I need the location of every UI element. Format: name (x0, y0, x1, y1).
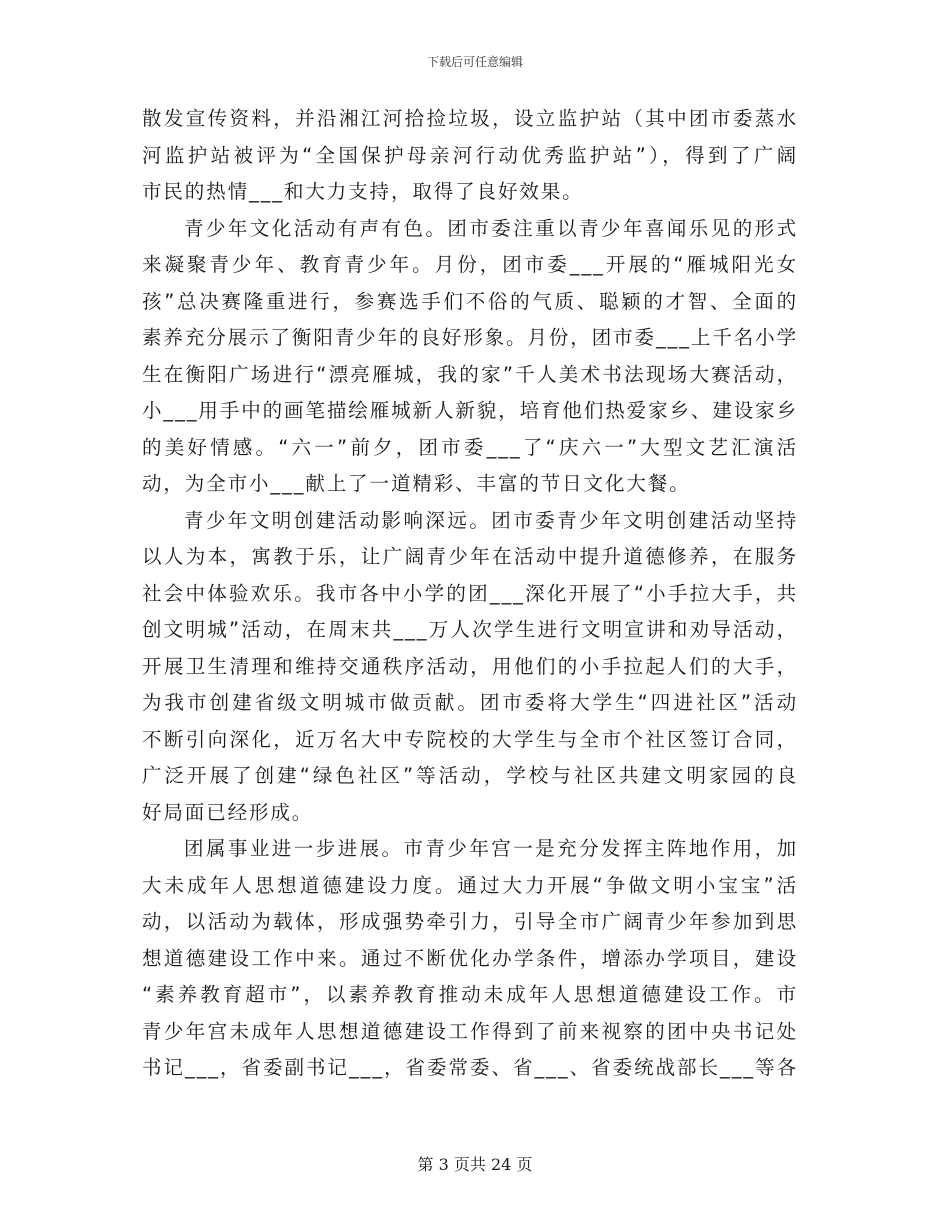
text-line: 的美好情感。“六一”前夕，团市委___了“庆六一”大型文艺汇演活 (142, 435, 798, 459)
text-line: 团属事业进一步进展。市青少年宫一是充分发挥主阵地作用，加 (184, 837, 798, 860)
text-line: 孩”总决赛隆重进行，参赛选手们不俗的气质、聪颖的才智、全面的 (142, 289, 798, 313)
text-line: 好局面已经形成。 (142, 800, 314, 824)
text-line: 小___用手中的画笔描绘雁城新人新貌，培育他们热爱家乡、建设家乡 (142, 399, 798, 422)
text-line: 青少年宫未成年人思想道德建设工作得到了前来视察的团中央书记处 (142, 1019, 798, 1043)
text-line: 素养充分展示了衡阳青少年的良好形象。月份，团市委___上千名小学 (142, 326, 798, 349)
text-line: 不断引向深化，近万名大中专院校的大学生与全市个社区签订合同， (142, 727, 798, 751)
text-line: 以人为本，寓教于乐，让广阔青少年在活动中提升道德修养，在服务 (142, 545, 798, 568)
text-line: 青少年文化活动有声有色。团市委注重以青少年喜闻乐见的形式 (184, 216, 798, 240)
text-line: 为我市创建省级文明城市做贡献。团市委将大学生“四进社区”活动 (142, 691, 798, 714)
document-body (142, 101, 798, 1087)
text-line: “素养教育超市”，以素养教育推动未成年人思想道德建设工作。市 (142, 983, 798, 1006)
text-line: 广泛开展了创建“绿色社区”等活动，学校与社区共建文明家园的良 (142, 764, 798, 787)
page-number: 第 3 页共 24 页 (417, 1155, 533, 1174)
text-line: 散发宣传资料，并沿湘江河拾捡垃圾，设立监护站（其中团市委蒸水 (142, 107, 798, 130)
text-line: 市民的热情___和大力支持，取得了良好效果。 (142, 180, 584, 203)
text-line: 动，为全市小___献上了一道精彩、丰富的节日文化大餐。 (142, 472, 691, 495)
text-line: 青少年文明创建活动影响深远。团市委青少年文明创建活动坚持 (184, 508, 798, 532)
text-line: 社会中体验欢乐。我市各中小学的团___深化开展了“小手拉大手，共 (142, 581, 798, 605)
paragraph (142, 831, 798, 1087)
text-line: 来凝聚青少年、教育青少年。月份，团市委___开展的“雁城阳光女 (142, 253, 798, 276)
paragraph (142, 101, 798, 211)
page-header: 下载后可任意编辑 (426, 55, 523, 69)
text-line: 大未成年人思想道德建设力度。通过大力开展“争做文明小宝宝”活 (142, 873, 798, 897)
text-line: 想道德建设工作中来。通过不断优化办学条件，增添办学项目，建设 (142, 946, 798, 970)
text-line: 书记___，省委副书记___，省委常委、省___、省委统战部长___等各 (142, 1056, 798, 1079)
text-line: 河监护站被评为“全国保护母亲河行动优秀监护站”），得到了广阔 (142, 143, 798, 167)
paragraph (142, 211, 798, 503)
paragraph (142, 503, 798, 832)
text-line: 创文明城”活动，在周末共___万人次学生进行文明宣讲和劝导活动， (142, 618, 798, 641)
text-line: 生在衡阳广场进行“漂亮雁城，我的家”千人美术书法现场大赛活动， (142, 362, 798, 386)
text-line: 开展卫生清理和维持交通秩序活动，用他们的小手拉起人们的大手， (142, 654, 798, 678)
text-line: 动，以活动为载体，形成强势牵引力，引导全市广阔青少年参加到思 (142, 910, 798, 933)
